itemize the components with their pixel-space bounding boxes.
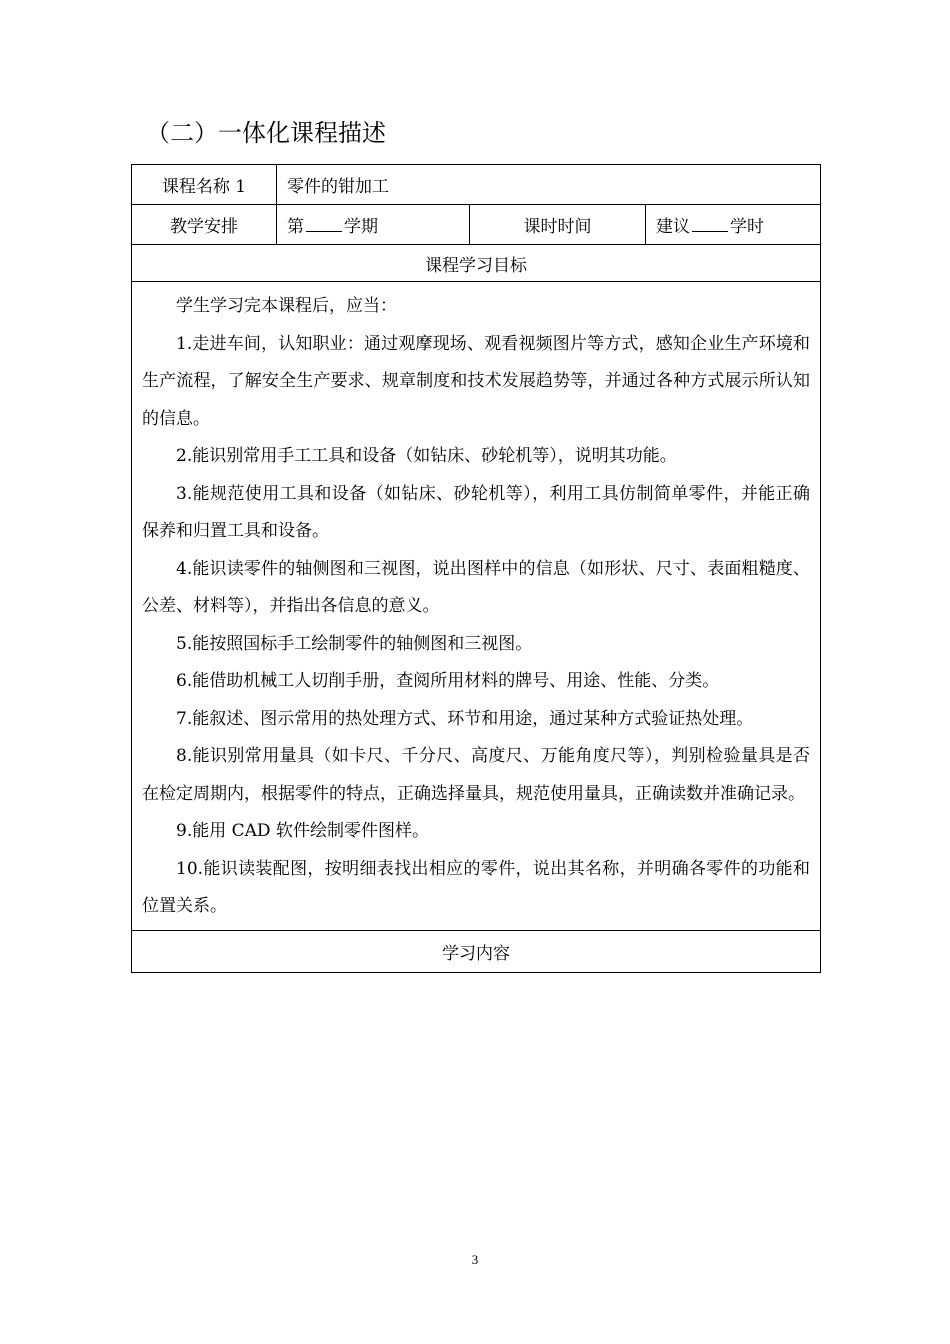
goal-item-2: 2.能识别常用手工工具和设备（如钻床、砂轮机等），说明其功能。 — [176, 446, 677, 466]
suggested-hours-field — [646, 205, 821, 245]
goal-item-8: 8.能识别常用量具（如卡尺、千分尺、高度尺、万能角度尺等），判别检验量具是否在检定周期内，根据零件的特点，正确选择量具，规范使用量具，正确读数并准确记录。 — [142, 746, 811, 804]
semester-prefix: 第 — [287, 217, 304, 237]
semester-field — [277, 205, 470, 245]
goal-item-10: 10.能识读装配图，按明细表找出相应的零件，说出其名称，并明确各零件的功能和位置关系。 — [142, 858, 811, 916]
section-heading: （二）一体化课程描述 — [146, 119, 386, 147]
goal-item-7: 7.能叙述、图示常用的热处理方式、环节和用途，通过某种方式验证热处理。 — [176, 708, 754, 729]
course-name-value: 零件的钳加工 — [277, 165, 821, 205]
goals-cell — [132, 282, 821, 931]
goal-intro: 学生学习完本课程后，应当： — [176, 296, 397, 316]
course-description-table — [131, 164, 821, 973]
teaching-arrangement-label: 教学安排 — [132, 205, 277, 245]
goal-item-5: 5.能按照国标手工绘制零件的轴侧图和三视图。 — [176, 633, 533, 654]
content-header: 学习内容 — [132, 930, 821, 972]
goals-row — [132, 282, 821, 931]
class-hours-label: 课时时间 — [470, 205, 646, 245]
goals-header: 课程学习目标 — [132, 245, 821, 282]
course-name-label: 课程名称 1 — [132, 165, 277, 205]
goal-item-4: 4.能识读零件的轴侧图和三视图，说出图样中的信息（如形状、尺寸、表面粗糙度、公差、材料等），并指出各信息的意义。 — [142, 558, 811, 616]
hours-blank — [692, 214, 728, 232]
goals-header-row — [132, 245, 821, 282]
goal-item-1: 1.走进车间，认知职业：通过观摩现场、观看视频图片等方式，感知企业生产环境和生产流程，了解安全生产要求、规章制度和技术发展趋势等，并通过各种方式展示所认知的信息。 — [142, 333, 811, 429]
goal-item-9: 9.能用 CAD 软件绘制零件图样。 — [176, 821, 429, 841]
semester-suffix: 学期 — [344, 217, 378, 237]
semester-blank — [306, 214, 342, 232]
goal-item-6: 6.能借助机械工人切削手册，查阅所用材料的牌号、用途、性能、分类。 — [176, 671, 720, 691]
goal-item-3: 3.能规范使用工具和设备（如钻床、砂轮机等），利用工具仿制简单零件，并能正确保养和归置工具和设备。 — [142, 483, 811, 541]
suggest-suffix: 学时 — [730, 217, 764, 237]
page-number: 3 — [471, 1252, 479, 1267]
course-name-row — [132, 165, 821, 205]
content-header-row — [132, 930, 821, 972]
suggest-prefix: 建议 — [656, 217, 690, 237]
teaching-arrangement-row — [132, 205, 821, 245]
